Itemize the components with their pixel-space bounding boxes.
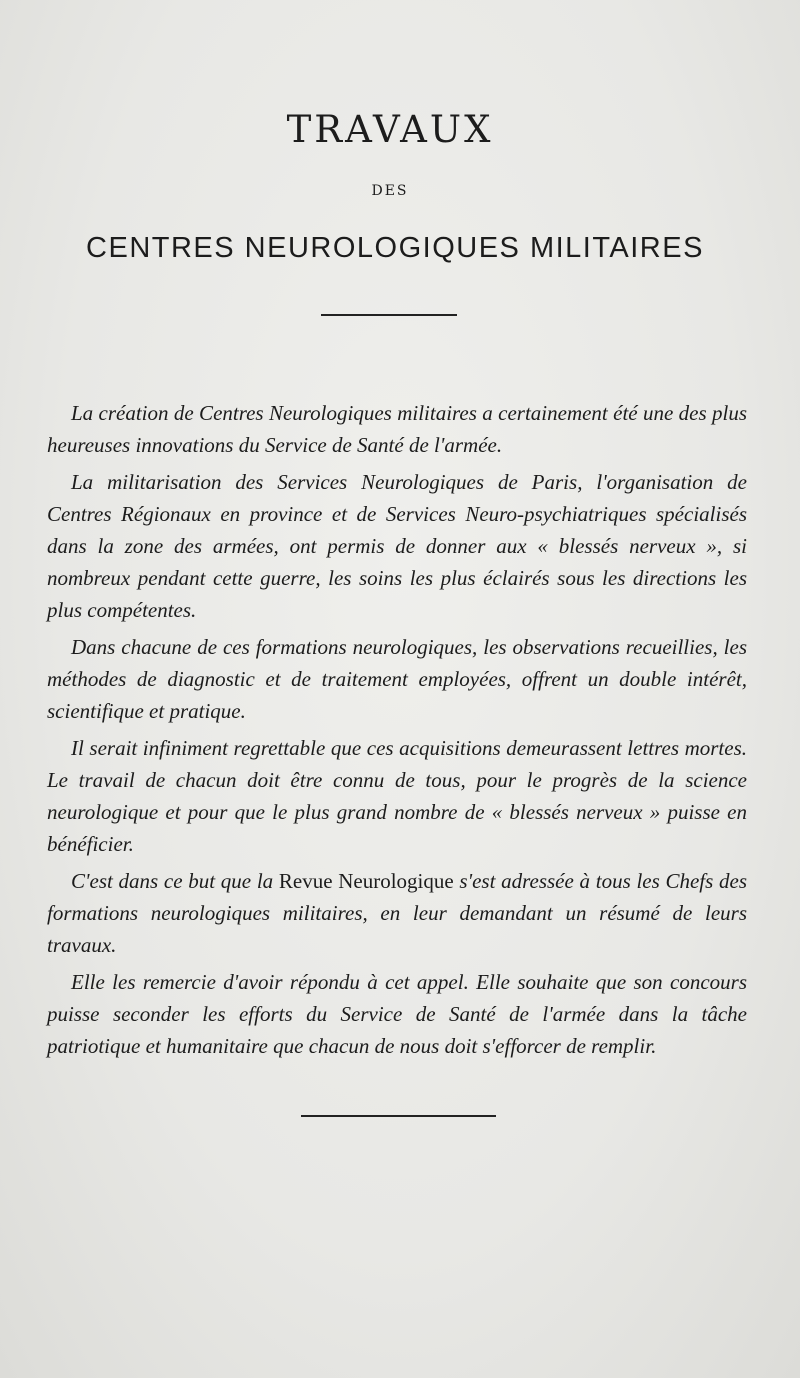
journal-name: Revue Neurologique [278, 869, 454, 893]
paragraph-1: La création de Centres Neurologiques militaires a certainement été une des plus heureuses innovations du Service de Santé de l'armée. [47, 401, 747, 457]
paragraph-3: Dans chacune de ces formations neurologiques, les observations recueillies, les méthodes de diagnostic et de traitement employées, offrent un double intérêt, scientifique et pratique. [47, 635, 747, 723]
page-title: TRAVAUX [286, 108, 494, 151]
paragraph-6: Elle les remercie d'avoir répondu à cet appel. Elle souhaite que son concours puisse seconder les efforts du Service de Santé de l'armée dans la tâche patriotique et humanitaire que chacun de nous doit s'efforcer de remplir. [47, 970, 747, 1058]
title-connector: DES [371, 183, 409, 199]
page-subtitle: CENTRES NEUROLOGIQUES MILITAIRES [86, 232, 704, 264]
body-text [47, 397, 747, 1067]
paragraph-5-end: s'est adressée à tous les Chefs des formations neurologiques militaires, en leur demandant un résumé de leurs travaux. [47, 869, 748, 957]
paragraph-5-start: C'est dans ce but que la [71, 869, 274, 893]
top-divider [321, 314, 457, 316]
paragraph-2: La militarisation des Services Neurologiques de Paris, l'organisation de Centres Régionaux en province et de Services Neuro-psychiatriques spécialisés dans la zone des armées, ont permis de donner aux « blessés nerveux », si nombreux pendant cette guerre, les soins les plus éclairés sous les directions les plus compétentes. [47, 470, 747, 622]
bottom-divider [301, 1115, 496, 1117]
paragraph-4: Il serait infiniment regrettable que ces acquisitions demeurassent lettres mortes. Le travail de chacun doit être connu de tous, pour le progrès de la science neurologique et pour que le plus grand nombre de « blessés nerveux » puisse en bénéficier. [47, 736, 747, 856]
paragraph-5 [47, 865, 747, 961]
